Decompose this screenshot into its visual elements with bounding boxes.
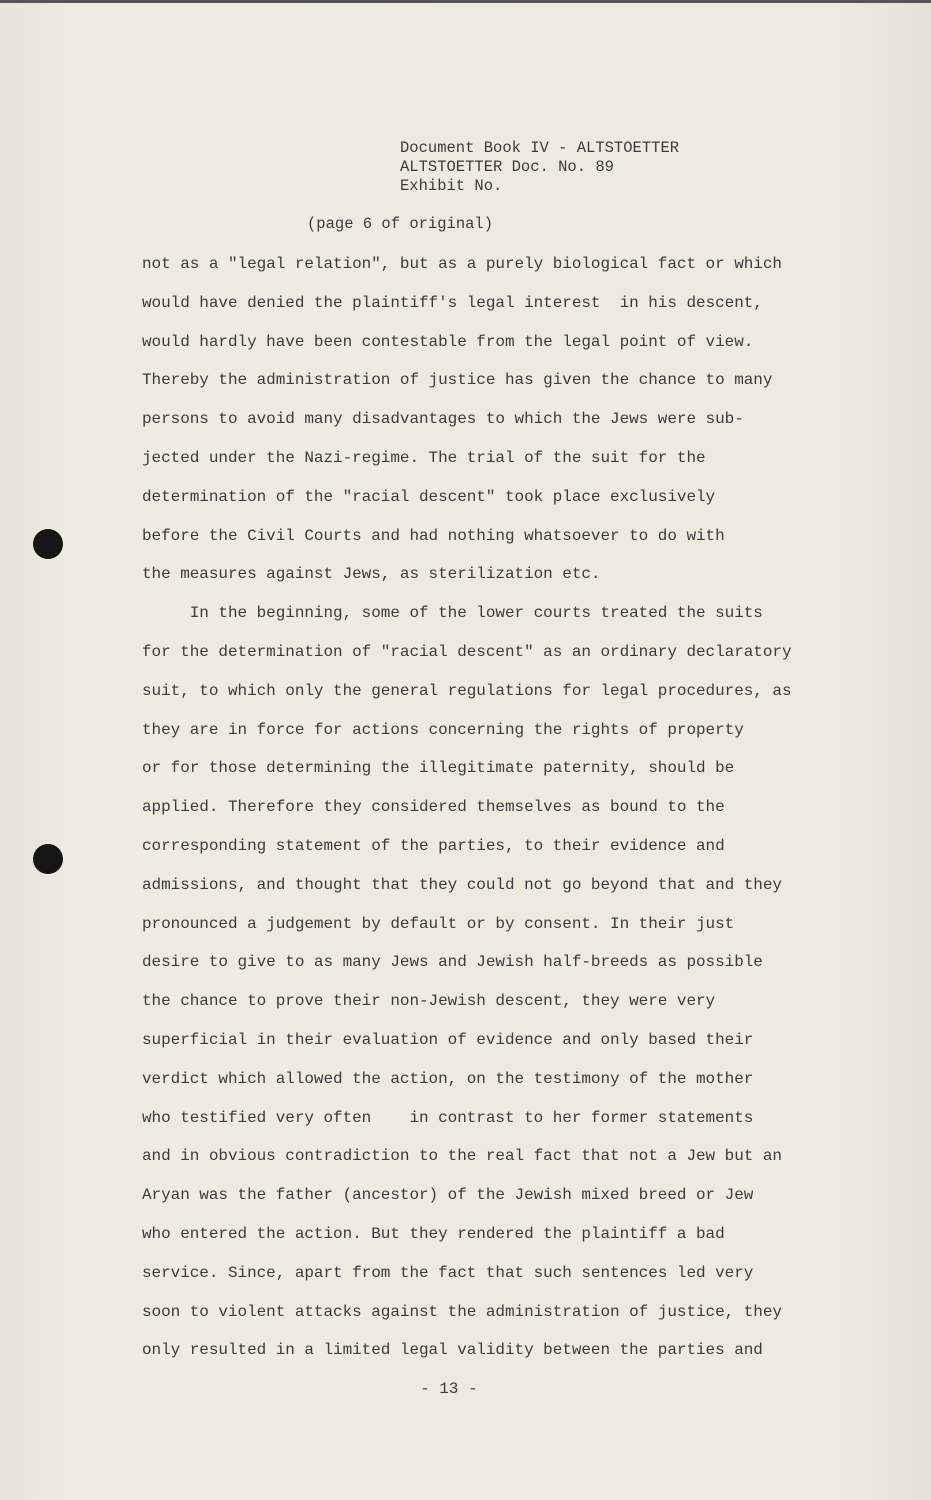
text-line: corresponding statement of the parties, to their evidence and [142, 837, 725, 855]
text-line: who testified very often in contrast to her former statements [142, 1108, 754, 1127]
text-line: who entered the action. But they rendered the plaintiff a bad [142, 1225, 725, 1243]
text-line: Thereby the administration of justice has given the chance to many [142, 371, 773, 390]
page-edge [0, 0, 931, 3]
text-line: soon to violent attacks against the administration of justice, they [142, 1302, 782, 1321]
text-line: In the beginning, some of the lower courts treated the suits [142, 604, 763, 623]
text-line: superficial in their evaluation of evidence and only based their [142, 1031, 754, 1049]
text-line: for the determination of "racial descent" as an ordinary declaratory [142, 643, 792, 661]
text-line: verdict which allowed the action, on the testimony of the mother [142, 1069, 754, 1088]
text-line: would have denied the plaintiff's legal interest in his descent, [142, 293, 763, 312]
text-line: desire to give to as many Jews and Jewish half-breeds as possible [142, 953, 763, 972]
punch-hole [33, 844, 63, 874]
text-line: service. Since, apart from the fact that such sentences led very [142, 1263, 754, 1282]
text-line: determination of the "racial descent" took place exclusively [142, 487, 716, 506]
header-doc-number: ALTSTOETTER Doc. No. 89 [400, 158, 614, 176]
text-line: or for those determining the illegitimate paternity, should be [142, 759, 735, 778]
page-reference: (page 6 of original) [307, 215, 494, 233]
text-line: admissions, and thought that they could not go beyond that and they [142, 875, 782, 894]
text-line: not as a "legal relation", but as a purely biological fact or which [142, 255, 782, 273]
text-line: persons to avoid many disadvantages to which the Jews were sub- [142, 410, 744, 429]
header-exhibit: Exhibit No. [400, 177, 503, 195]
text-line: only resulted in a limited legal validity between the parties and [142, 1341, 763, 1360]
text-line: and in obvious contradiction to the real fact that not a Jew but an [142, 1147, 782, 1166]
page-number: - 13 - [420, 1380, 478, 1398]
text-line: before the Civil Courts and had nothing whatsoever to do with [142, 526, 725, 545]
punch-hole [33, 529, 63, 559]
header-document-book: Document Book IV - ALTSTOETTER [400, 139, 680, 157]
text-line: pronounced a judgement by default or by consent. In their just [142, 914, 735, 933]
text-line: suit, to which only the general regulations for legal procedures, as [142, 681, 792, 700]
text-line: applied. Therefore they considered themselves as bound to the [142, 798, 725, 817]
text-line: jected under the Nazi-regime. The trial of the suit for the [142, 449, 706, 467]
text-line: Aryan was the father (ancestor) of the Jewish mixed breed or Jew [142, 1186, 754, 1205]
text-line: the measures against Jews, as sterilization etc. [142, 565, 601, 584]
text-line: they are in force for actions concerning the rights of property [142, 720, 744, 739]
text-line: the chance to prove their non-Jewish descent, they were very [142, 992, 716, 1011]
text-line: would hardly have been contestable from the legal point of view. [142, 332, 754, 351]
